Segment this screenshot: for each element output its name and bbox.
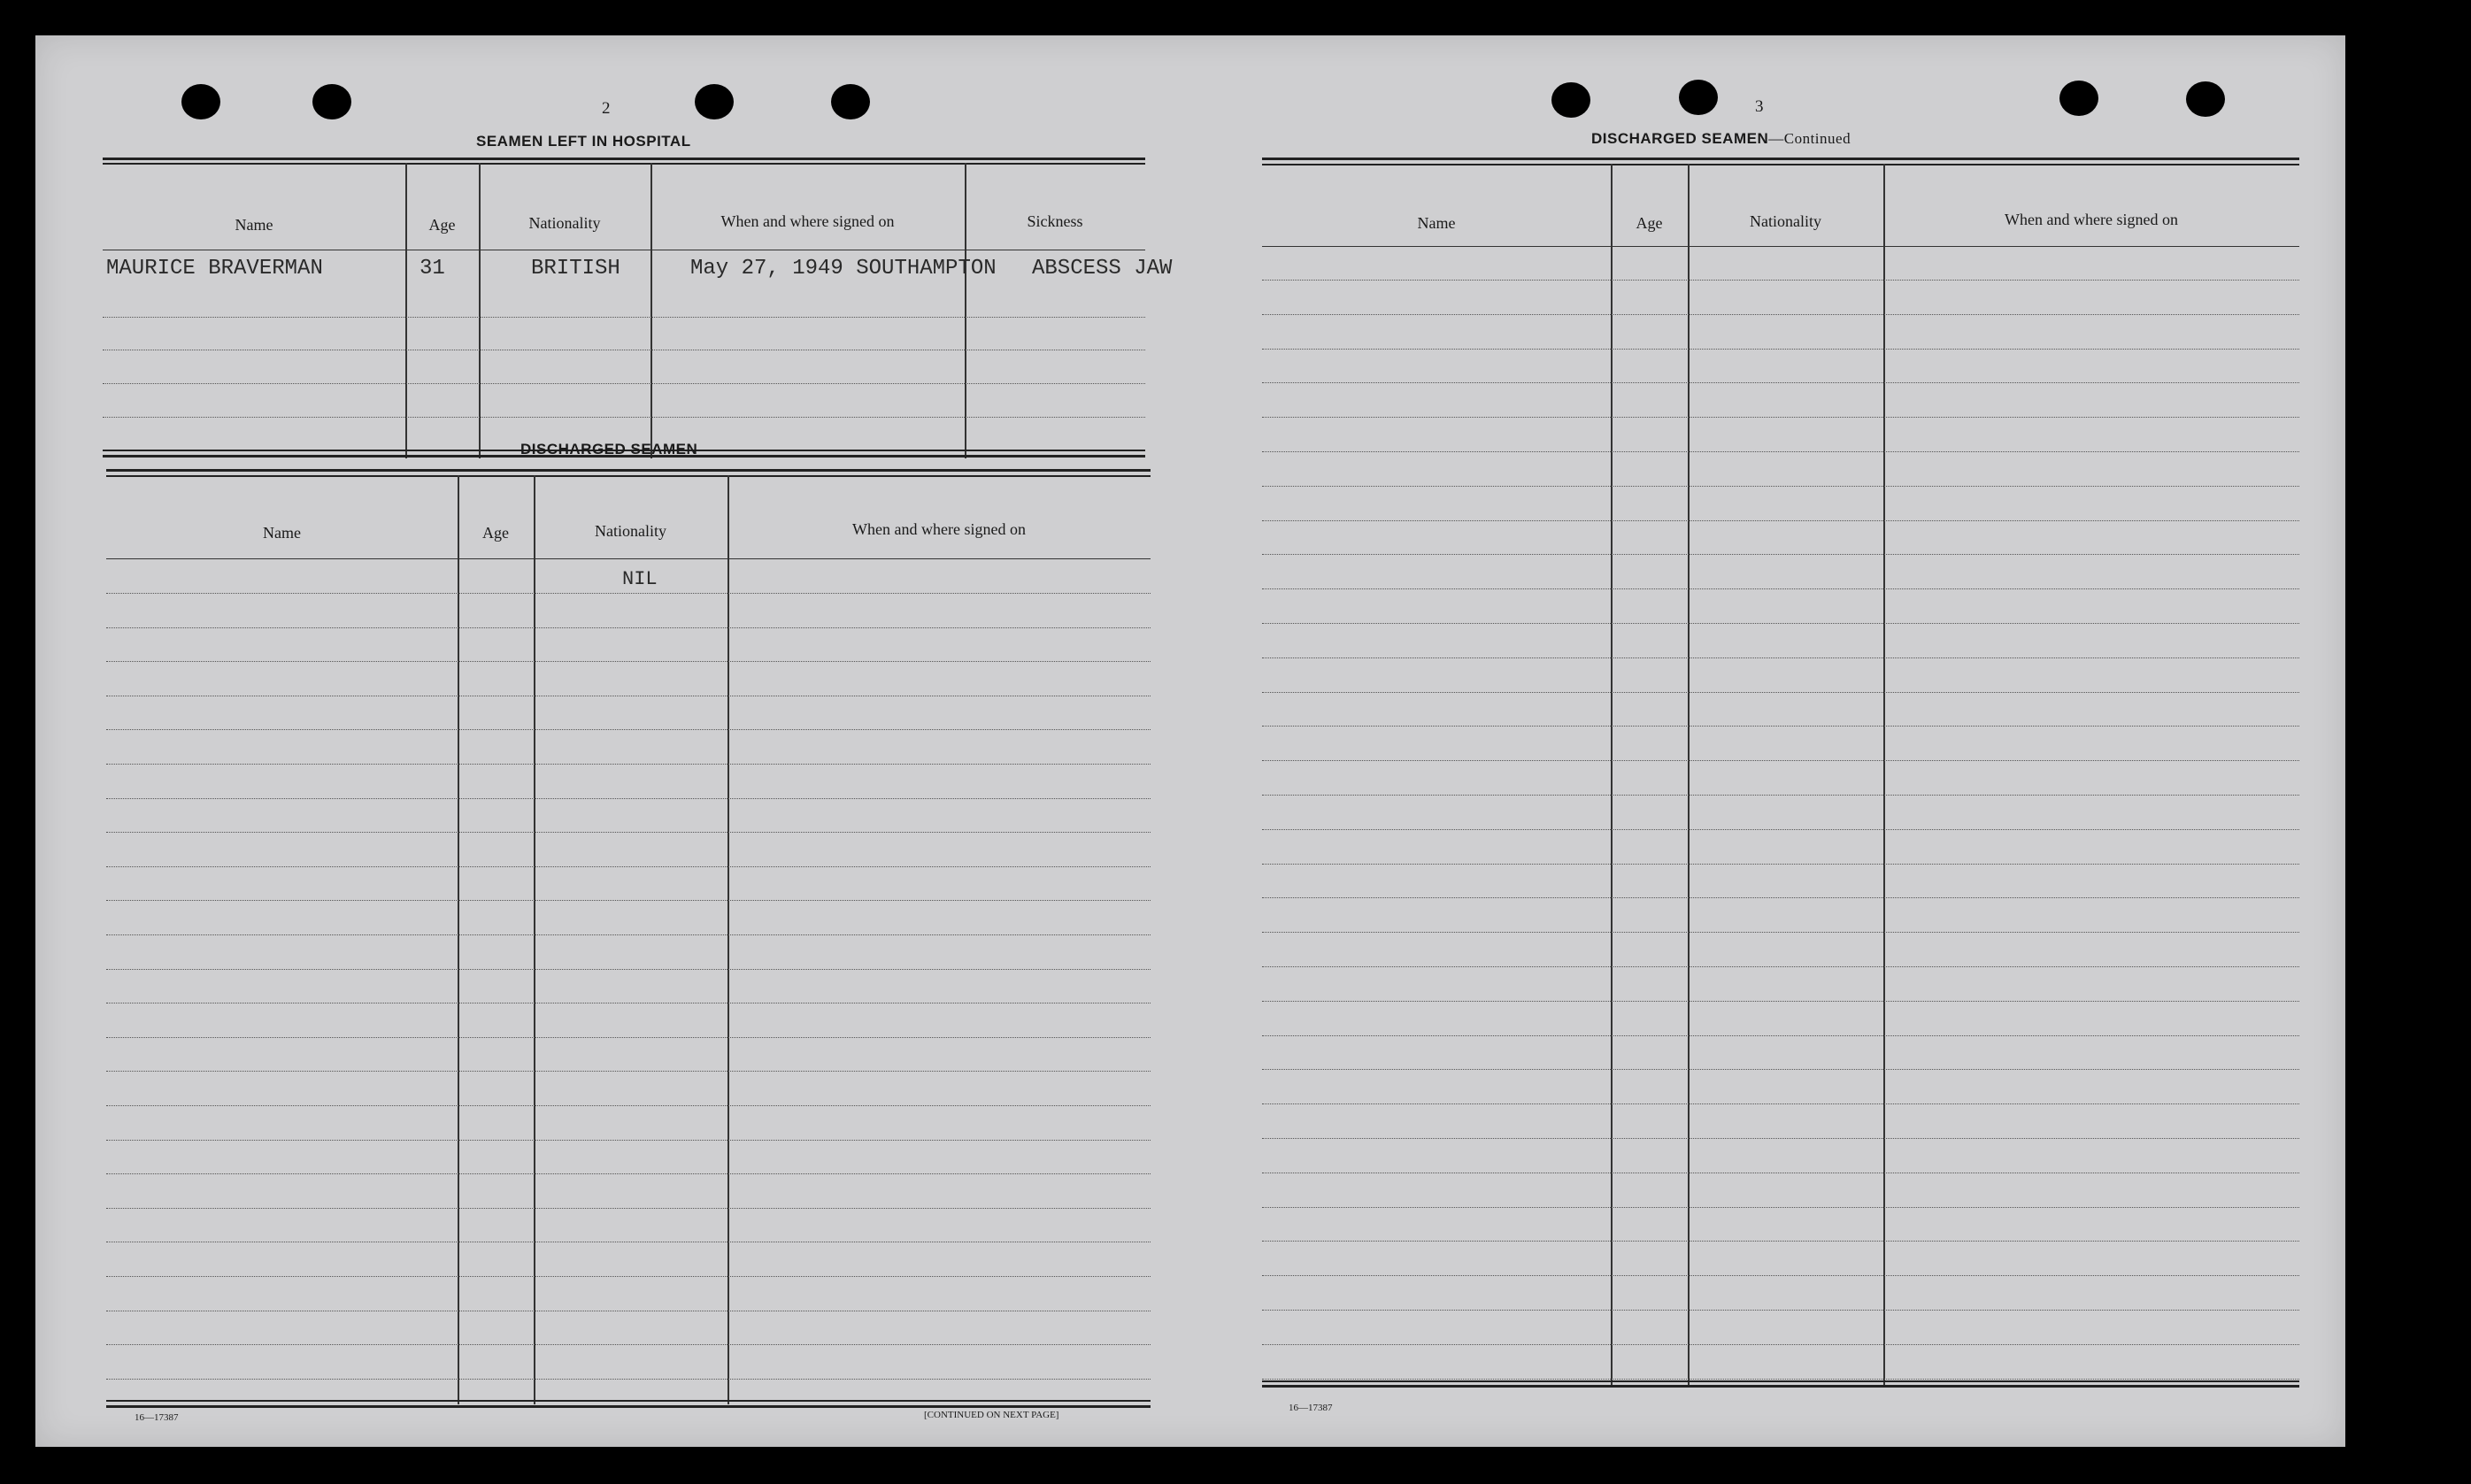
col-header-signed-on: When and where signed on: [2005, 211, 2178, 228]
ledger-rule: [1262, 1379, 2299, 1380]
ledger-rule: [106, 1140, 1151, 1141]
discharged-nil-entry: NIL: [622, 568, 658, 590]
hospital-row-name: MAURICE BRAVERMAN: [106, 257, 323, 281]
ledger-rule: [1262, 451, 2299, 452]
hospital-row-nationality: BRITISH: [531, 257, 620, 281]
ledger-rule: [1262, 417, 2299, 418]
discharged-continued-title-text: DISCHARGED SEAMEN: [1591, 130, 1769, 147]
ledger-rule: [106, 1208, 1151, 1209]
ledger-rule: [106, 627, 1151, 628]
ledger-rule: [1262, 1069, 2299, 1070]
ledger-rule: [1262, 1310, 2299, 1311]
ledger-rule: [1262, 726, 2299, 727]
ledger-rule: [106, 729, 1151, 730]
ledger-rule: [106, 832, 1151, 833]
hospital-row-sickness: ABSCESS JAW: [1032, 257, 1173, 281]
hospital-table: [103, 158, 1173, 458]
punch-hole: [2059, 81, 2098, 116]
col-header-age: Age: [482, 524, 509, 542]
form-number-right: 16—17387: [1289, 1403, 1333, 1413]
punch-hole: [695, 84, 734, 119]
ledger-rule: [1262, 554, 2299, 555]
ledger-rule: [106, 1105, 1151, 1106]
ledger-rule: [106, 1276, 1151, 1277]
ledger-rule: [1262, 1103, 2299, 1104]
ledger-rule: [1262, 314, 2299, 315]
discharged-continued-title: [1591, 130, 1851, 148]
col-header-nationality: Nationality: [595, 522, 666, 540]
col-header-age: Age: [428, 216, 456, 234]
col-header-name: Name: [263, 524, 301, 542]
page-number-right: 3: [1755, 97, 1764, 116]
col-header-name: Name: [235, 216, 273, 234]
punch-hole: [1551, 82, 1590, 118]
hospital-row-signed-on: May 27, 1949 SOUTHAMPTON: [690, 257, 997, 281]
ledger-rule: [1262, 280, 2299, 281]
ledger-rule: [106, 1379, 1151, 1380]
ledger-rule: [106, 1173, 1151, 1174]
hospital-title: SEAMEN LEFT IN HOSPITAL: [476, 133, 691, 150]
ledger-rule: [1262, 588, 2299, 589]
col-header-name: Name: [1417, 214, 1456, 232]
ledger-rule: [106, 1037, 1151, 1038]
col-header-signed-on: When and where signed on: [852, 520, 1026, 538]
punch-hole: [181, 84, 220, 119]
ledger-rule: [106, 866, 1151, 867]
continued-suffix: —Continued: [1768, 130, 1851, 147]
punch-hole: [2186, 81, 2225, 117]
ledger-rule: [1262, 829, 2299, 830]
document-sheet: [35, 35, 2345, 1447]
col-header-nationality: Nationality: [528, 214, 601, 232]
ledger-rule: [1262, 382, 2299, 383]
ledger-rule: [1262, 520, 2299, 521]
ledger-rule: [106, 798, 1151, 799]
ledger-rule: [106, 934, 1151, 935]
punch-hole: [312, 84, 351, 119]
ledger-rule: [1262, 932, 2299, 933]
col-header-sickness: Sickness: [1027, 212, 1083, 230]
discharged-table-left: [106, 469, 1151, 1414]
ledger-rule: [1262, 897, 2299, 898]
hospital-row-age: 31: [420, 257, 445, 281]
ledger-rule: [1262, 1035, 2299, 1036]
ledger-rule: [1262, 486, 2299, 487]
punch-hole: [831, 84, 870, 119]
ledger-rule: [106, 969, 1151, 970]
ledger-rule: [1262, 1241, 2299, 1242]
ledger-rule: [106, 661, 1151, 662]
continued-note: [CONTINUED ON NEXT PAGE]: [924, 1410, 1059, 1420]
ledger-rule: [1262, 1275, 2299, 1276]
col-header-nationality: Nationality: [1750, 212, 1821, 230]
ledger-rule: [106, 764, 1151, 765]
discharged-title: DISCHARGED SEAMEN: [520, 441, 698, 458]
ledger-rule: [106, 1071, 1151, 1072]
ledger-rule: [1262, 864, 2299, 865]
ledger-rule: [1262, 1138, 2299, 1139]
ledger-rule: [106, 1344, 1151, 1345]
page-number-left: 2: [602, 99, 611, 118]
form-number-left: 16—17387: [135, 1412, 179, 1423]
ledger-rule: [1262, 657, 2299, 658]
ledger-rule: [1262, 1344, 2299, 1345]
ledger-rule: [1262, 692, 2299, 693]
ledger-rule: [1262, 1207, 2299, 1208]
ledger-rule: [106, 593, 1151, 594]
col-header-signed-on: When and where signed on: [720, 212, 895, 230]
col-header-age: Age: [1636, 214, 1663, 232]
discharged-table-right: [1262, 158, 2299, 1389]
ledger-rule: [1262, 1001, 2299, 1002]
ledger-rule: [106, 900, 1151, 901]
ledger-rule: [1262, 966, 2299, 967]
ledger-rule: [1262, 795, 2299, 796]
ledger-rule: [1262, 760, 2299, 761]
ledger-rule: [1262, 349, 2299, 350]
ledger-rule: [1262, 623, 2299, 624]
punch-hole: [1679, 80, 1718, 115]
